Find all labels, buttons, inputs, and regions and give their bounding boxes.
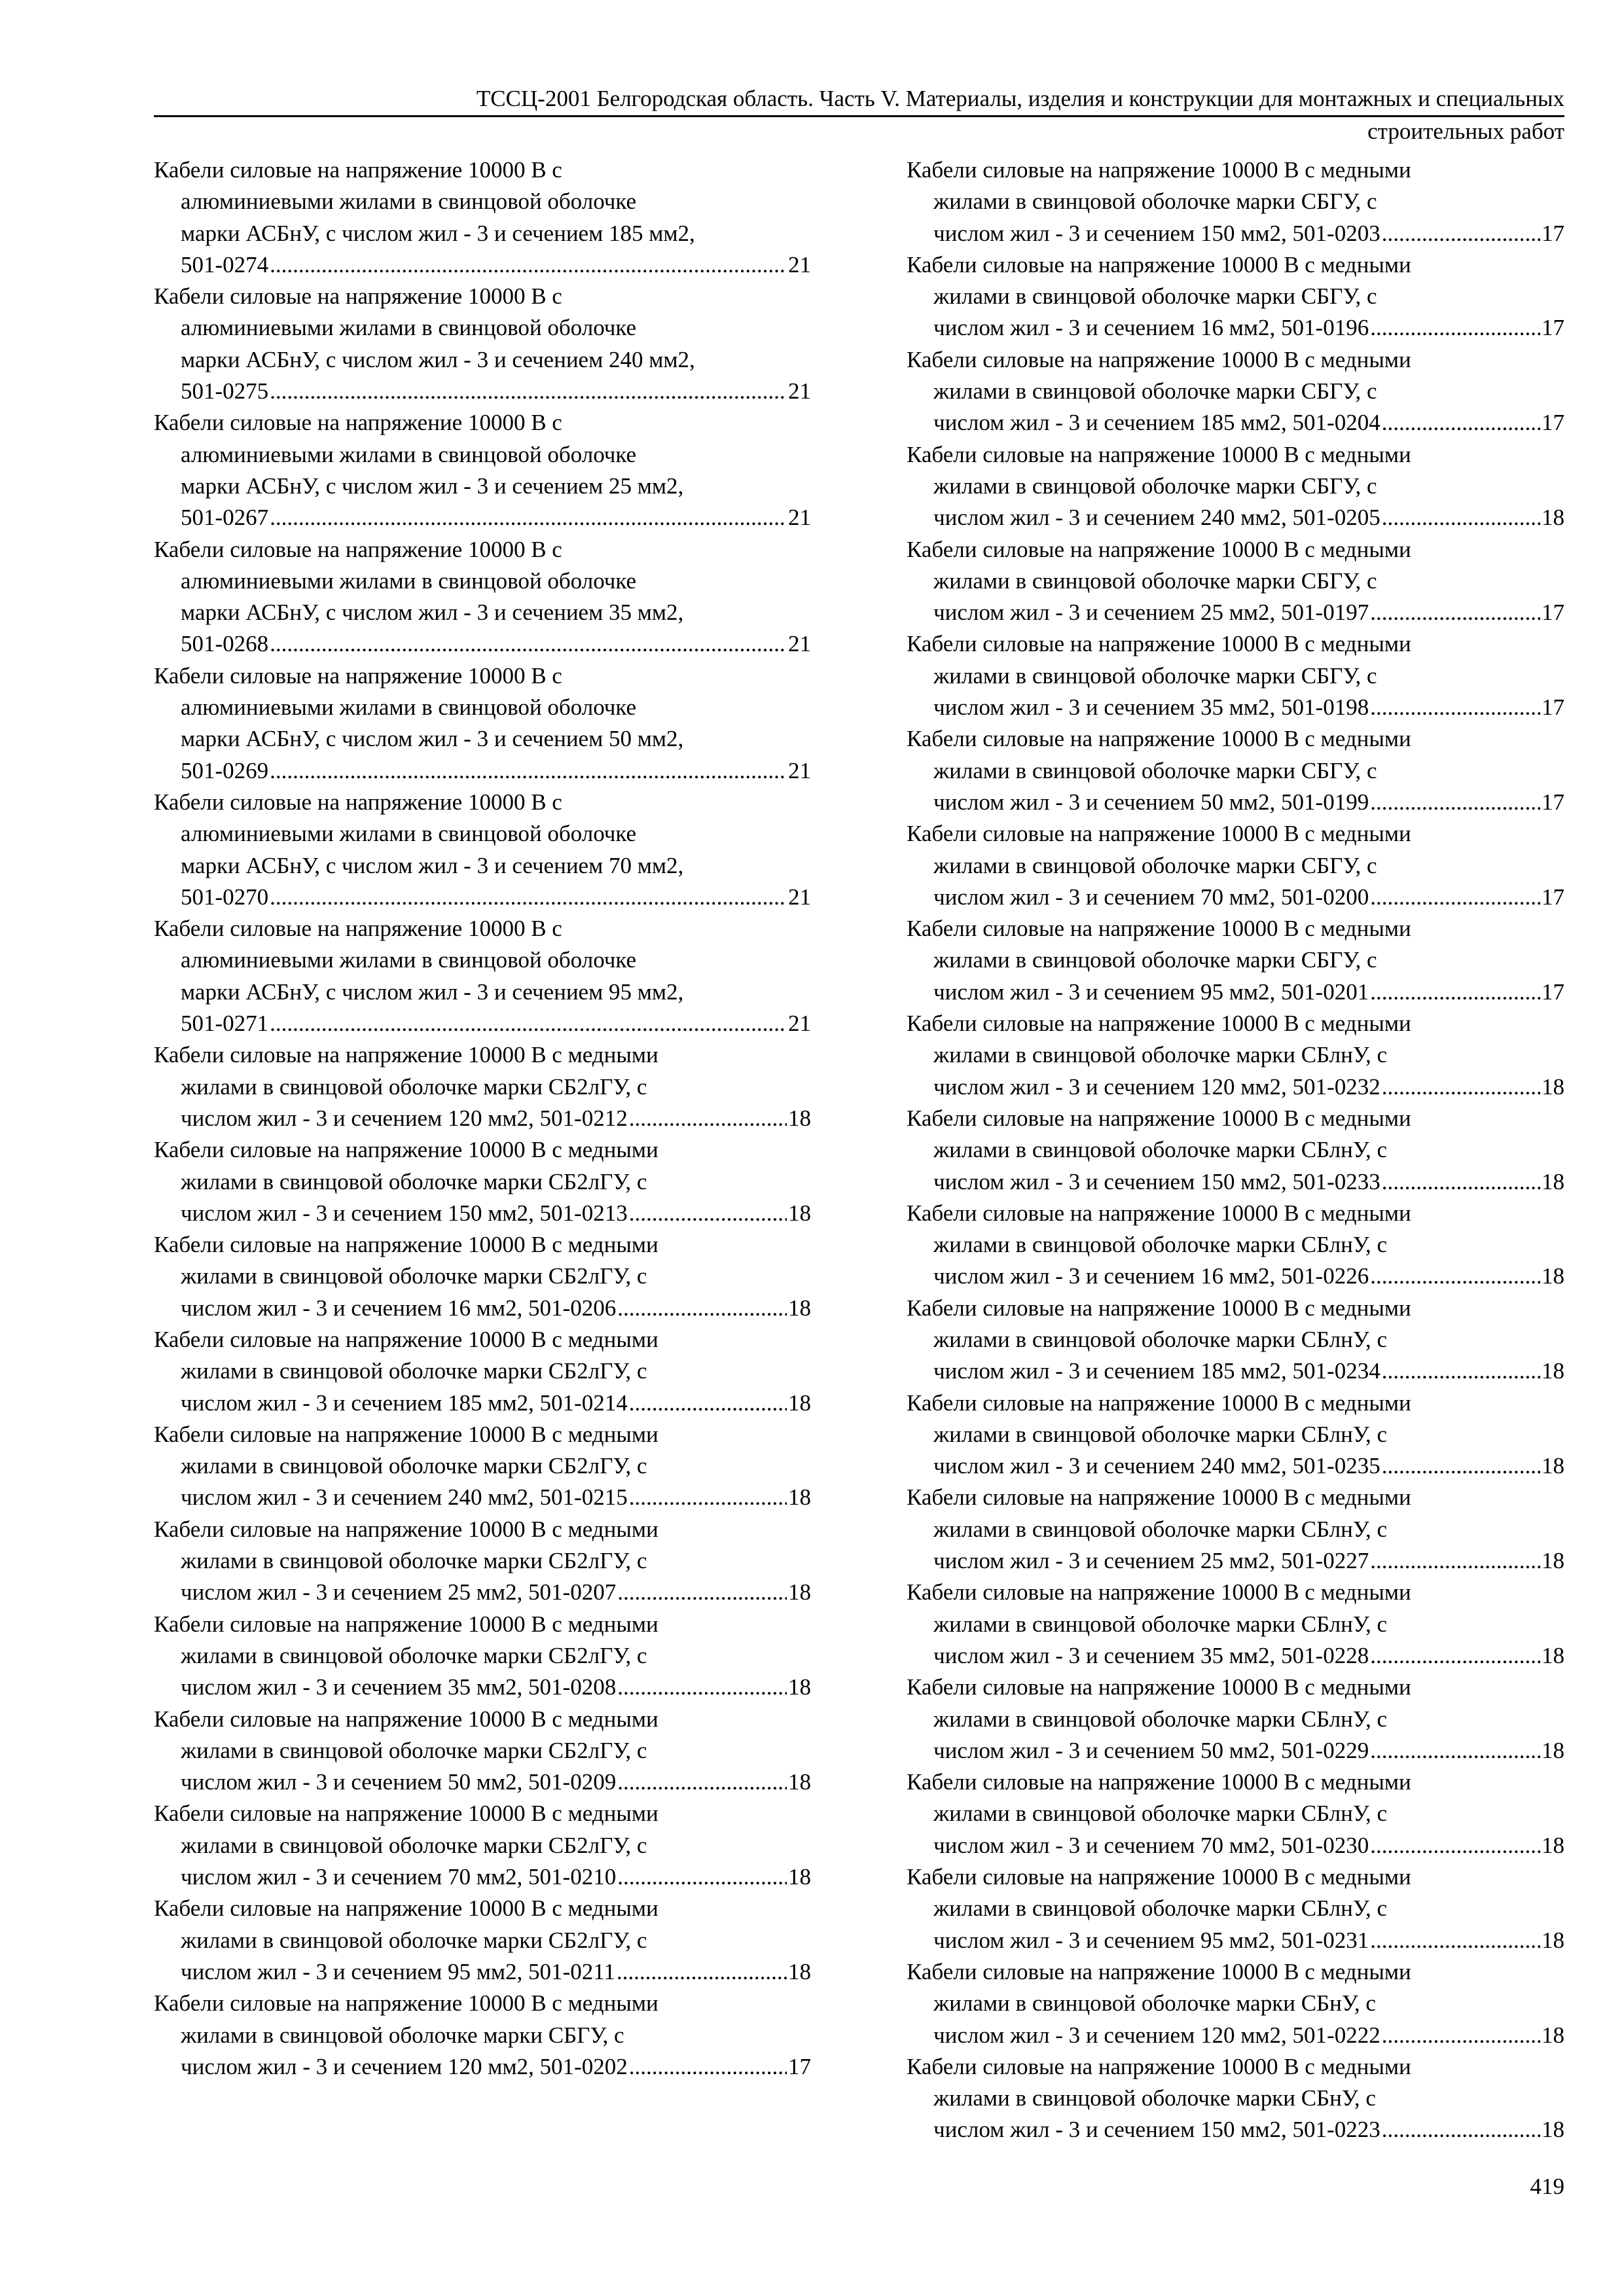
dot-leader (617, 1956, 787, 1988)
index-entry-code: числом жил - 3 и сечением 95 мм2, 501-0211 (181, 1958, 615, 1984)
index-entry (907, 1008, 1564, 1103)
index-entry-page-ref: 18 (1542, 2117, 1564, 2143)
index-entry (907, 439, 1564, 534)
dot-leader (1370, 1925, 1540, 1956)
dot-leader (1370, 1735, 1540, 1767)
dot-leader (629, 2051, 787, 2083)
index-entry-last-line (907, 312, 1564, 344)
index-entry (154, 1893, 811, 1988)
index-entry-page-ref: 18 (1542, 1168, 1564, 1194)
index-entry-page-ref: 18 (788, 1200, 811, 1226)
index-entry-line: марки АСБнУ, с числом жил - 3 и сечением 70 мм2, (181, 852, 684, 878)
index-entry-line: Кабели силовые на напряжение 10000 В с (154, 789, 562, 815)
index-entry-line: жилами в свинцовой оболочке марки СБ2лГУ, с (181, 1073, 647, 1100)
index-entry-line: жилами в свинцовой оболочке марки СБлнУ, с (933, 1706, 1387, 1732)
index-entry-line: жилами в свинцовой оболочке марки СБлнУ, с (933, 1801, 1387, 1827)
index-entry-last-line (907, 2114, 1564, 2145)
index-entry-code: числом жил - 3 и сечением 16 мм2, 501-0206 (181, 1295, 617, 1321)
index-entry-last-line (154, 628, 811, 660)
index-entry-line: жилами в свинцовой оболочке марки СБ2лГУ, с (181, 1737, 647, 1763)
index-entry-last-line (154, 1861, 811, 1893)
index-entry-line: Кабели силовые на напряжение 10000 В с медными (907, 1105, 1411, 1131)
index-entry (907, 1103, 1564, 1198)
index-entry-code: числом жил - 3 и сечением 185 мм2, 501-0204 (933, 410, 1380, 436)
index-entry-line: Кабели силовые на напряжение 10000 В с медными (154, 1042, 659, 1068)
index-entry-last-line (907, 977, 1564, 1008)
index-entry-line: Кабели силовые на напряжение 10000 В с (154, 283, 562, 310)
index-entry-code: числом жил - 3 и сечением 150 мм2, 501-0223 (933, 2117, 1380, 2143)
index-entry-line: жилами в свинцовой оболочке марки СБнУ, с (933, 2085, 1376, 2111)
index-entry-code: числом жил - 3 и сечением 50 мм2, 501-0199 (933, 789, 1369, 815)
index-entry-page-ref: 17 (1542, 789, 1564, 815)
dot-leader (629, 1482, 787, 1513)
index-entry-line: Кабели силовые на напряжение 10000 В с медными (907, 1390, 1411, 1416)
index-entry-line: алюминиевыми жилами в свинцовой оболочке (181, 188, 637, 215)
index-entry-code: числом жил - 3 и сечением 150 мм2, 501-0213 (181, 1200, 628, 1226)
index-entry-code: 501-0270 (181, 884, 269, 910)
index-entry (154, 281, 811, 407)
index-entry (154, 1419, 811, 1514)
index-entry-code: числом жил - 3 и сечением 120 мм2, 501-0222 (933, 2022, 1380, 2048)
index-entry (154, 1798, 811, 1893)
index-entry-line: марки АСБнУ, с числом жил - 3 и сечением 50 мм2, (181, 726, 684, 752)
index-entry-code: числом жил - 3 и сечением 185 мм2, 501-0214 (181, 1390, 628, 1416)
index-entry-last-line (154, 1388, 811, 1419)
index-entry-line: Кабели силовые на напряжение 10000 В с (154, 662, 562, 689)
index-entry-last-line (907, 1640, 1564, 1672)
index-entry (907, 249, 1564, 344)
index-entry-line: алюминиевыми жилами в свинцовой оболочке (181, 441, 637, 467)
index-entry-page-ref: 18 (1542, 1073, 1564, 1100)
index-entry-line: Кабели силовые на напряжение 10000 В с медными (907, 1958, 1411, 1984)
index-entry-line: Кабели силовые на напряжение 10000 В с медными (907, 726, 1411, 752)
dot-leader (1370, 1640, 1540, 1672)
index-entry-last-line (154, 2051, 811, 2083)
index-entry (154, 1229, 811, 1324)
index-entry-line: жилами в свинцовой оболочке марки СБГУ, с (933, 757, 1377, 783)
index-entry-line: жилами в свинцовой оболочке марки СБлнУ, с (933, 1895, 1387, 1922)
index-entry (154, 154, 811, 281)
index-entry-line: Кабели силовые на напряжение 10000 В с (154, 157, 562, 183)
index-entry-page-ref: 17 (1542, 410, 1564, 436)
index-entry-line: Кабели силовые на напряжение 10000 В с медными (154, 1421, 659, 1447)
dot-leader (1382, 1450, 1540, 1482)
index-entry-page-ref: 17 (788, 2053, 811, 2079)
index-entry-page-ref: 21 (788, 631, 811, 657)
index-entry-page-ref: 21 (788, 505, 811, 531)
index-entry-last-line (907, 502, 1564, 533)
index-entry-page-ref: 18 (1542, 1737, 1564, 1763)
index-entry-line: алюминиевыми жилами в свинцовой оболочке (181, 567, 637, 594)
index-entry-code: числом жил - 3 и сечением 150 мм2, 501-0203 (933, 220, 1380, 246)
index-entry-code: числом жил - 3 и сечением 35 мм2, 501-0228 (933, 1642, 1369, 1668)
index-entry-code: числом жил - 3 и сечением 35 мм2, 501-0208 (181, 1674, 617, 1700)
index-entry (907, 2051, 1564, 2146)
index-entry-last-line (154, 502, 811, 533)
index-entry-line: жилами в свинцовой оболочке марки СБГУ, с (933, 473, 1377, 499)
index-entry (907, 154, 1564, 249)
index-entry (154, 660, 811, 787)
dot-leader (270, 376, 787, 407)
index-entry (154, 1134, 811, 1229)
index-entry-last-line (154, 1956, 811, 1988)
index-entry-last-line (907, 1925, 1564, 1956)
index-entry (154, 787, 811, 913)
index-entry (907, 1482, 1564, 1577)
index-entry-page-ref: 18 (788, 1579, 811, 1605)
index-entry-line: жилами в свинцовой оболочке марки СБ2лГУ, с (181, 1263, 647, 1289)
index-entry-last-line (154, 1482, 811, 1513)
index-entry-code: числом жил - 3 и сечением 25 мм2, 501-0227 (933, 1548, 1369, 1574)
index-entry-line: Кабели силовые на напряжение 10000 В с (154, 410, 562, 436)
index-entry-line: жилами в свинцовой оболочке марки СБлнУ, с (933, 1421, 1387, 1447)
index-entry-line: марки АСБнУ, с числом жил - 3 и сечением 240 мм2, (181, 346, 695, 372)
index-entry-code: числом жил - 3 и сечением 35 мм2, 501-0198 (933, 694, 1369, 721)
index-entry-line: Кабели силовые на напряжение 10000 В с медными (907, 1674, 1411, 1700)
index-entry-code: 501-0271 (181, 1011, 269, 1037)
index-entry-last-line (907, 597, 1564, 628)
index-entry-last-line (154, 1577, 811, 1608)
index-entry-last-line (154, 1293, 811, 1324)
index-entry-last-line (154, 1672, 811, 1703)
index-entry-page-ref: 21 (788, 757, 811, 783)
index-entry-page-ref: 18 (1542, 1832, 1564, 1858)
index-entry-line: Кабели силовые на напряжение 10000 В с медными (907, 631, 1411, 657)
index-entry-last-line (154, 1198, 811, 1229)
index-entry-line: марки АСБнУ, с числом жил - 3 и сечением 35 мм2, (181, 600, 684, 626)
index-entry-page-ref: 21 (788, 1011, 811, 1037)
index-entry-line: жилами в свинцовой оболочке марки СБ2лГУ, с (181, 1642, 647, 1668)
index-entry-page-ref: 17 (1542, 978, 1564, 1005)
index-entry-last-line (154, 249, 811, 281)
index-entry-last-line (154, 1008, 811, 1039)
index-entry (907, 1767, 1564, 1861)
running-header: ТССЦ-2001 Белгородская область. Часть V. Материалы, изделия и конструкции для монтажных и специальных (154, 84, 1564, 117)
index-entry (154, 534, 811, 660)
dot-leader (617, 1767, 787, 1798)
index-entry-page-ref: 18 (1542, 1453, 1564, 1479)
index-entry-line: жилами в свинцовой оболочке марки СБГУ, с (181, 2022, 624, 2048)
index-entry-line: жилами в свинцовой оболочке марки СБлнУ, с (933, 1516, 1387, 1542)
index-entry-last-line (154, 376, 811, 407)
index-entry-line: Кабели силовые на напряжение 10000 В с медными (907, 916, 1411, 942)
index-entry-line: жилами в свинцовой оболочке марки СБГУ, с (933, 567, 1377, 594)
index-entry (154, 407, 811, 533)
index-entry (154, 1704, 811, 1799)
index-entry-line: Кабели силовые на напряжение 10000 В с медными (907, 251, 1411, 278)
index-entry-line: алюминиевыми жилами в свинцовой оболочке (181, 821, 637, 847)
index-entry-code: числом жил - 3 и сечением 16 мм2, 501-0196 (933, 315, 1369, 341)
dot-leader (270, 502, 787, 533)
index-entry-last-line (907, 1355, 1564, 1387)
index-entry-code: числом жил - 3 и сечением 95 мм2, 501-0201 (933, 978, 1369, 1005)
index-entry-last-line (907, 1261, 1564, 1292)
index-entry-code: числом жил - 3 и сечением 50 мм2, 501-0209 (181, 1769, 617, 1795)
index-entry-page-ref: 18 (1542, 1927, 1564, 1953)
dot-leader (617, 1293, 787, 1324)
index-entry-last-line (907, 1545, 1564, 1577)
index-entry-code: числом жил - 3 и сечением 120 мм2, 501-0212 (181, 1105, 628, 1131)
index-entry-line: алюминиевыми жилами в свинцовой оболочке (181, 694, 637, 721)
index-entry-line: Кабели силовые на напряжение 10000 В с медными (907, 1864, 1411, 1890)
index-entry-line: Кабели силовые на напряжение 10000 В с медными (907, 441, 1411, 467)
index-entry-page-ref: 21 (788, 378, 811, 404)
dot-leader (617, 1672, 787, 1703)
index-entry-code: числом жил - 3 и сечением 95 мм2, 501-0231 (933, 1927, 1369, 1953)
index-entry-last-line (154, 1103, 811, 1134)
index-entry-last-line (907, 882, 1564, 913)
index-column-right (907, 154, 1564, 2146)
index-entry-line: марки АСБнУ, с числом жил - 3 и сечением 95 мм2, (181, 978, 684, 1005)
index-entry-line: жилами в свинцовой оболочке марки СБ2лГУ, с (181, 1453, 647, 1479)
index-entry-line: Кабели силовые на напряжение 10000 В с (154, 916, 562, 942)
index-entry-page-ref: 18 (788, 1769, 811, 1795)
dot-leader (1382, 2114, 1540, 2145)
index-entry-line: жилами в свинцовой оболочке марки СБлнУ, с (933, 1611, 1387, 1637)
index-entry (907, 344, 1564, 439)
index-entry-code: числом жил - 3 и сечением 70 мм2, 501-0230 (933, 1832, 1369, 1858)
index-entry-last-line (907, 787, 1564, 818)
index-entry-line: жилами в свинцовой оболочке марки СБГУ, с (933, 283, 1377, 310)
index-entry-page-ref: 18 (788, 1105, 811, 1131)
index-entry (907, 534, 1564, 629)
dot-leader (1382, 2020, 1540, 2051)
index-entry-line: жилами в свинцовой оболочке марки СБ2лГУ, с (181, 1832, 647, 1858)
index-entry-code: 501-0274 (181, 251, 269, 278)
index-entry-line: жилами в свинцовой оболочке марки СБ2лГУ, с (181, 1548, 647, 1574)
dot-leader (270, 882, 787, 913)
index-entry-line: Кабели силовые на напряжение 10000 В с медными (907, 536, 1411, 562)
index-entry-page-ref: 18 (1542, 1548, 1564, 1574)
index-entry-last-line (154, 1767, 811, 1798)
dot-leader (270, 249, 787, 281)
index-entry-line: Кабели силовые на напряжение 10000 В с медными (907, 1769, 1411, 1795)
index-entry-line: Кабели силовые на напряжение 10000 В с медными (154, 1326, 659, 1352)
index-entry-page-ref: 21 (788, 884, 811, 910)
index-entry (907, 818, 1564, 913)
dot-leader (1370, 787, 1540, 818)
index-entry (907, 1388, 1564, 1482)
index-entry-line: Кабели силовые на напряжение 10000 В с медными (154, 1990, 659, 2017)
dot-leader (617, 1577, 787, 1608)
index-entry-line: Кабели силовые на напряжение 10000 В с медными (907, 1579, 1411, 1605)
index-entry-page-ref: 18 (1542, 1642, 1564, 1668)
index-entry (154, 1514, 811, 1609)
index-entry-line: Кабели силовые на напряжение 10000 В с медными (154, 1516, 659, 1542)
dot-leader (270, 1008, 787, 1039)
index-entry-code: 501-0275 (181, 378, 269, 404)
index-entry (907, 913, 1564, 1008)
index-entry (907, 1577, 1564, 1672)
dot-leader (270, 628, 787, 660)
index-entry-page-ref: 18 (788, 1295, 811, 1321)
index-entry-line: жилами в свинцовой оболочке марки СБ2лГУ, с (181, 1927, 647, 1953)
dot-leader (1382, 1071, 1540, 1103)
index-entry-line: жилами в свинцовой оболочке марки СБ2лГУ, с (181, 1358, 647, 1384)
index-entry-code: числом жил - 3 и сечением 50 мм2, 501-0229 (933, 1737, 1369, 1763)
index-entry-page-ref: 18 (788, 1484, 811, 1511)
index-entry-last-line (907, 1166, 1564, 1198)
index-entry (907, 1198, 1564, 1293)
index-entry (907, 723, 1564, 818)
index-entry-last-line (907, 407, 1564, 439)
index-column-left (154, 154, 811, 2083)
index-entry-last-line (907, 218, 1564, 249)
index-entry-line: Кабели силовые на напряжение 10000 В с медными (907, 1484, 1411, 1511)
index-entry-line: Кабели силовые на напряжение 10000 В с медными (154, 1611, 659, 1637)
index-entry-code: 501-0269 (181, 757, 269, 783)
index-entry-code: числом жил - 3 и сечением 240 мм2, 501-0235 (933, 1453, 1380, 1479)
index-entry-code: 501-0267 (181, 505, 269, 531)
index-entry-line: алюминиевыми жилами в свинцовой оболочке (181, 315, 637, 341)
index-entry-line: жилами в свинцовой оболочке марки СБГУ, с (933, 947, 1377, 973)
dot-leader (1370, 1261, 1540, 1292)
index-entry-last-line (907, 1450, 1564, 1482)
index-entry (154, 1039, 811, 1134)
dot-leader (1382, 1355, 1540, 1387)
index-entry-line: Кабели силовые на напряжение 10000 В с медными (907, 1011, 1411, 1037)
index-entry-line: жилами в свинцовой оболочке марки СБлнУ, с (933, 1137, 1387, 1163)
index-entry-code: числом жил - 3 и сечением 70 мм2, 501-0200 (933, 884, 1369, 910)
dot-leader (1382, 407, 1540, 439)
index-entry-page-ref: 17 (1542, 600, 1564, 626)
index-entry-page-ref: 18 (788, 1674, 811, 1700)
running-header-continuation: строительных работ (1367, 118, 1564, 144)
index-entry-line: Кабели силовые на напряжение 10000 В с медными (907, 1200, 1411, 1226)
dot-leader (1382, 218, 1540, 249)
index-entry-line: жилами в свинцовой оболочке марки СБлнУ, с (933, 1042, 1387, 1068)
index-entry-line: Кабели силовые на напряжение 10000 В с медными (154, 1895, 659, 1922)
index-entry-code: числом жил - 3 и сечением 25 мм2, 501-0197 (933, 600, 1369, 626)
index-entry-page-ref: 18 (1542, 1263, 1564, 1289)
index-entry-line: жилами в свинцовой оболочке марки СБлнУ, с (933, 1326, 1387, 1352)
index-entry (907, 628, 1564, 723)
dot-leader (1370, 1830, 1540, 1861)
index-entry-code: числом жил - 3 и сечением 70 мм2, 501-0210 (181, 1864, 617, 1890)
index-entry-line: марки АСБнУ, с числом жил - 3 и сечением 185 мм2, (181, 220, 695, 246)
index-entry-last-line (907, 1071, 1564, 1103)
dot-leader (270, 755, 787, 787)
index-entry-last-line (907, 1735, 1564, 1767)
index-entry-page-ref: 21 (788, 251, 811, 278)
index-entry-code: числом жил - 3 и сечением 150 мм2, 501-0233 (933, 1168, 1380, 1194)
index-entry-line: жилами в свинцовой оболочке марки СБГУ, с (933, 852, 1377, 878)
index-entry-code: числом жил - 3 и сечением 240 мм2, 501-0215 (181, 1484, 628, 1511)
index-entry (907, 1861, 1564, 1956)
index-entry-code: числом жил - 3 и сечением 25 мм2, 501-0207 (181, 1579, 617, 1605)
index-entry-page-ref: 17 (1542, 884, 1564, 910)
index-entry-code: числом жил - 3 и сечением 120 мм2, 501-0232 (933, 1073, 1380, 1100)
index-entry-line: Кабели силовые на напряжение 10000 В с медными (907, 2053, 1411, 2079)
dot-leader (1370, 597, 1540, 628)
index-entry (907, 1293, 1564, 1388)
index-entry-line: Кабели силовые на напряжение 10000 В с медными (154, 1801, 659, 1827)
dot-leader (1370, 977, 1540, 1008)
dot-leader (1382, 502, 1540, 533)
index-entry-line: жилами в свинцовой оболочке марки СБГУ, с (933, 188, 1377, 215)
dot-leader (629, 1198, 787, 1229)
index-entry-page-ref: 18 (1542, 505, 1564, 531)
index-entry-line: Кабели силовые на напряжение 10000 В с медными (907, 821, 1411, 847)
index-entry-line: Кабели силовые на напряжение 10000 В с медными (907, 1295, 1411, 1321)
index-entry-code: числом жил - 3 и сечением 120 мм2, 501-0202 (181, 2053, 628, 2079)
index-entry (154, 1324, 811, 1419)
index-entry-page-ref: 17 (1542, 220, 1564, 246)
index-entry-last-line (907, 1830, 1564, 1861)
index-entry-line: Кабели силовые на напряжение 10000 В с медными (154, 1232, 659, 1258)
index-entry-page-ref: 18 (1542, 2022, 1564, 2048)
index-entry (154, 1988, 811, 2083)
dot-leader (1370, 882, 1540, 913)
dot-leader (1370, 1545, 1540, 1577)
index-entry-line: жилами в свинцовой оболочке марки СБнУ, с (933, 1990, 1376, 2017)
index-entry-code: числом жил - 3 и сечением 240 мм2, 501-0205 (933, 505, 1380, 531)
index-entry (154, 1609, 811, 1704)
index-entry-code: 501-0268 (181, 631, 269, 657)
index-entry-page-ref: 18 (1542, 1358, 1564, 1384)
index-entry-line: марки АСБнУ, с числом жил - 3 и сечением 25 мм2, (181, 473, 684, 499)
index-entry-line: Кабели силовые на напряжение 10000 В с медными (907, 157, 1411, 183)
index-entry-page-ref: 17 (1542, 694, 1564, 721)
index-entry-page-ref: 18 (788, 1958, 811, 1984)
index-entry-line: жилами в свинцовой оболочке марки СБГУ, с (933, 662, 1377, 689)
dot-leader (629, 1103, 787, 1134)
index-entry-line: Кабели силовые на напряжение 10000 В с медными (154, 1137, 659, 1163)
index-entry-line: Кабели силовые на напряжение 10000 В с (154, 536, 562, 562)
index-entry-page-ref: 18 (788, 1390, 811, 1416)
index-entry-line: Кабели силовые на напряжение 10000 В с медными (154, 1706, 659, 1732)
index-entry (907, 1672, 1564, 1767)
index-entry-line: жилами в свинцовой оболочке марки СБ2лГУ, с (181, 1168, 647, 1194)
dot-leader (629, 1388, 787, 1419)
index-entry-code: числом жил - 3 и сечением 185 мм2, 501-0234 (933, 1358, 1380, 1384)
index-entry-last-line (154, 755, 811, 787)
index-entry-last-line (907, 2020, 1564, 2051)
index-entry-line: алюминиевыми жилами в свинцовой оболочке (181, 947, 637, 973)
dot-leader (1370, 312, 1540, 344)
index-entry-line: жилами в свинцовой оболочке марки СБГУ, с (933, 378, 1377, 404)
index-entry-line: жилами в свинцовой оболочке марки СБлнУ, с (933, 1232, 1387, 1258)
index-entry (907, 1956, 1564, 2051)
index-entry-line: Кабели силовые на напряжение 10000 В с медными (907, 346, 1411, 372)
index-entry-last-line (154, 882, 811, 913)
dot-leader (617, 1861, 787, 1893)
page-number: 419 (1530, 2174, 1564, 2199)
dot-leader (1382, 1166, 1540, 1198)
index-entry (154, 913, 811, 1039)
dot-leader (1370, 692, 1540, 723)
index-entry-code: числом жил - 3 и сечением 16 мм2, 501-0226 (933, 1263, 1369, 1289)
index-entry-page-ref: 17 (1542, 315, 1564, 341)
index-entry-page-ref: 18 (788, 1864, 811, 1890)
index-entry-last-line (907, 692, 1564, 723)
